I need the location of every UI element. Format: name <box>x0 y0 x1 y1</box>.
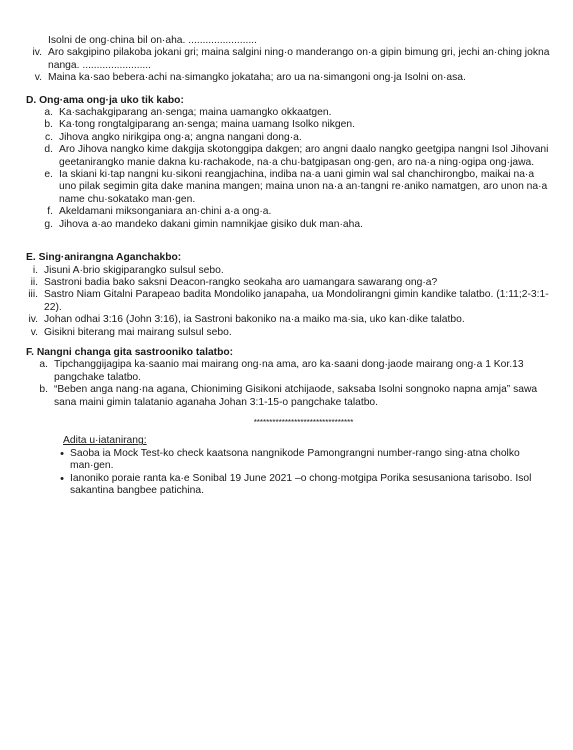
item-text: Sastroni badia bako saksni Deacon-rangko seokaha aro uamangara sawarang ong·a? <box>44 276 438 288</box>
item-text: Ianoniko poraie ranta ka·e Sonibal 19 June 2021 –o chong·motgipa Porika sesusaniona tarisobo. Isol sakantina bangbee patichina. <box>70 472 532 496</box>
section-d-heading: D. Ong·ama ong·ja uko tik kabo: <box>26 94 184 106</box>
item-text: Ka·tong rongtalgiparang an·senga; maina uamang Isolko nikgen. <box>59 119 355 131</box>
item-letter: a. <box>39 359 48 371</box>
list-item <box>26 384 551 409</box>
item-letter: e. <box>44 169 53 181</box>
item-text: “Beben anga nang·na agana, Chioniming Gisikoni atchijaode, saksaba Isolni songnoko napna amja” sawa sana maini gimin talatanio aganaha Johan 3:1-15-o pangchake talatbo. <box>54 384 538 408</box>
list-item <box>26 265 551 277</box>
list-item <box>26 119 551 131</box>
section-e-heading: E. Sing·anirangna Aganchakbo: <box>26 252 182 264</box>
item-text: Aro sakgipino pilakoba jokani gri; maina salgini ning·o manderango on·a gipin bimung gri, jechi an·ching jokna nanga. ........................ <box>48 47 550 71</box>
list-item <box>26 144 551 169</box>
item-number: iv. <box>32 47 42 59</box>
item-text: Aro Jihova nangko kime dakgija skotonggipa dakgen; aro angni daalo nangko geetgipa nangni Isol Jihovani geetanirangko manie dakna ku·rachakode, na·a chu·batgipasan ong·gen, aro na·a ning·ogipa ong·jawa. <box>59 144 549 168</box>
list-item <box>26 169 551 206</box>
list-item <box>26 107 551 119</box>
item-letter: d. <box>44 144 53 156</box>
item-text: Gisikni biterang mai mairang sulsul sebo. <box>44 326 232 338</box>
list-item <box>26 314 551 326</box>
list-item <box>26 359 551 384</box>
item-text: Jisuni A·brio skigiparangko sulsul sebo. <box>44 264 224 276</box>
item-letter: a. <box>44 107 53 119</box>
list-item <box>26 47 551 72</box>
item-letter: b. <box>44 119 53 131</box>
list-item <box>26 132 551 144</box>
item-text: Saoba ia Mock Test-ko check kaatsona nangnikode Pamongrangni number-rango sing·atna cholko man·gen. <box>70 447 520 472</box>
item-letter: b. <box>39 384 48 396</box>
list-item <box>26 289 551 314</box>
item-text: Maina ka·sao bebera·achi na·simangko jokataha; aro ua na·simangoni ong·ja Isolni on·asa. <box>48 72 466 84</box>
item-letter: g. <box>44 218 53 230</box>
separator-line: ******************************** <box>253 417 354 427</box>
bullet-icon: • <box>60 447 64 460</box>
item-letter: f. <box>47 206 53 218</box>
item-text: Ia skiani ki·tap nangni ku·sikoni reangjachina, indiba na·a uani gimin wal sal chanchirongbo, maikai na·a uno pilak segimin gita dake manina mangen; maina unon na·a an·tangni re·aniko namatgen, aro unon na·a name chu·sokatako man·gen. <box>59 169 548 205</box>
list-item <box>26 206 551 218</box>
list-item <box>26 327 551 339</box>
item-number: ii. <box>30 276 38 288</box>
item-text: Jihova a·ao mandeko dakani gimin namnikjae gisiko duk man·aha. <box>59 218 363 230</box>
item-text: Sastro Niam Gitalni Parapeao badita Mondoliko janapaha, ua Mondolirangni gimin kandike talatbo. (1:11;2-3:1-22). <box>44 289 549 313</box>
item-text: Akeldamani miksonganiara an·chini a·a ong·a. <box>59 206 272 218</box>
item-text: Jihova angko nirikgipa ong·a; angna nangani dong·a. <box>59 131 302 143</box>
list-item <box>26 219 551 231</box>
section-f-heading: F. Nangni changa gita sastrooniko talatbo: <box>26 346 234 358</box>
list-item <box>26 473 551 498</box>
item-number: iv. <box>28 314 38 326</box>
bullet-icon: • <box>60 472 64 485</box>
continuation-line: Isolni de ong·china bil on·aha. ........................ <box>48 35 257 46</box>
list-item <box>26 448 551 473</box>
item-number: i. <box>32 264 38 276</box>
notes-title: Adita u·iatanirang: <box>63 435 147 447</box>
item-number: iii. <box>28 289 38 301</box>
document-content <box>26 35 551 497</box>
item-number: v. <box>30 326 38 338</box>
list-item <box>26 72 551 84</box>
item-text: Johan odhai 3:16 (John 3:16), ia Sastroni bakoniko na·a maiko ma·sia, uko kan·dike talatbo. <box>44 314 465 326</box>
item-text: Ka·sachakgiparang an·senga; maina uamangko okkaatgen. <box>59 107 332 119</box>
item-number: v. <box>34 72 42 84</box>
list-item <box>26 277 551 289</box>
item-text: Tipchanggijagipa ka·saanio mai mairang ong·na ama, aro ka·saani dong·jaode mairang ong·a 1 Kor.13 pangchake talatbo. <box>54 359 524 383</box>
item-letter: c. <box>44 131 53 143</box>
